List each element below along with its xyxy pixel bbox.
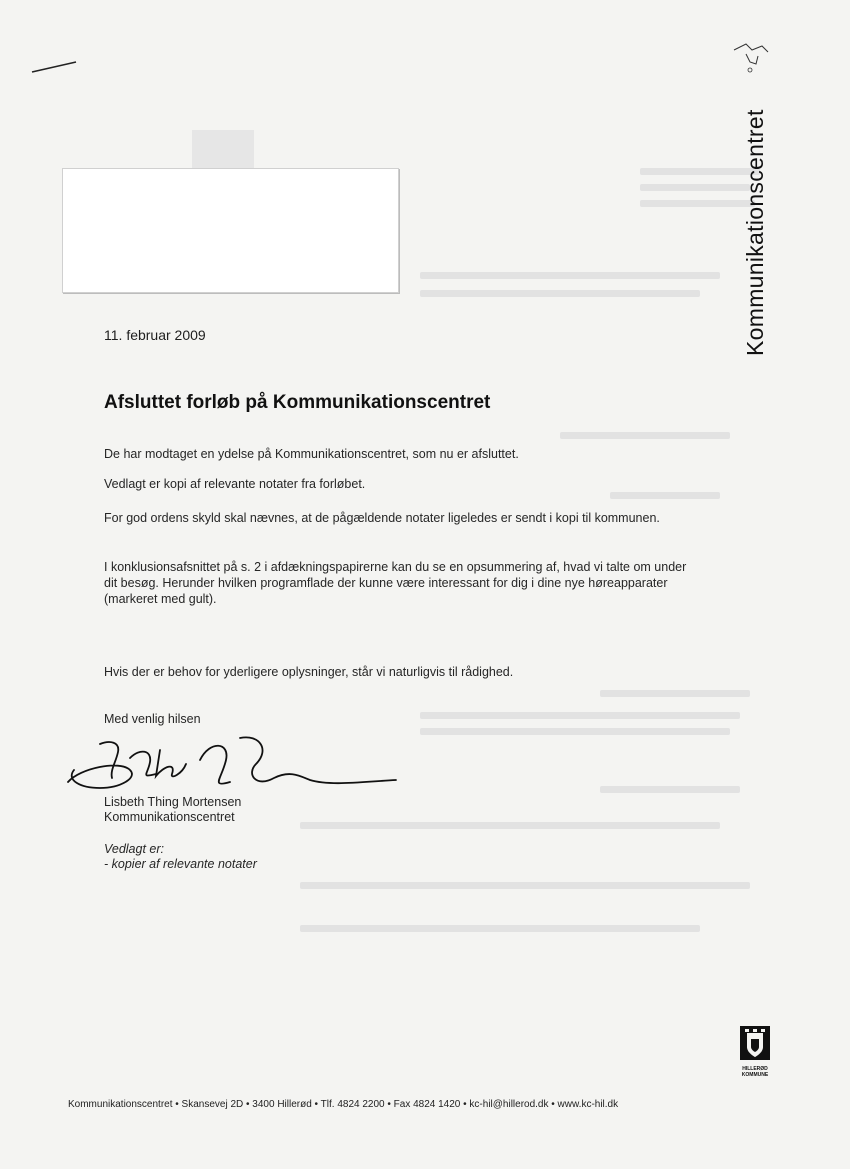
paragraph: Vedlagt er kopi af relevante notater fra forløbet. — [104, 477, 366, 491]
bleed-through-line — [560, 432, 730, 439]
handwritten-signature — [60, 730, 400, 800]
letter-date: 11. februar 2009 — [104, 327, 206, 343]
bleed-through-line — [600, 690, 750, 697]
bleed-through-line — [300, 925, 700, 932]
greeting: Med venlig hilsen — [104, 712, 201, 726]
footer-contact: Kommunikationscentret • Skansevej 2D • 3400 Hillerød • Tlf. 4824 2200 • Fax 4824 1420 • kc-hil@hillerod.dk • www.kc-hil.dk — [68, 1099, 619, 1110]
municipality-logo — [737, 1025, 773, 1078]
vertical-title: Kommunikationscentret — [742, 109, 768, 356]
bleed-through-line — [420, 272, 720, 279]
paragraph: For god ordens skyld skal nævnes, at de pågældende notater ligeledes er sendt i kopi til kommunen. — [104, 511, 660, 525]
bleed-through-line — [420, 712, 740, 719]
paragraph: De har modtaget en ydelse på Kommunikationscentret, som nu er afsluttet. — [104, 447, 519, 461]
bleed-through-line — [640, 184, 750, 191]
enclosure-item: - kopier af relevante notater — [104, 857, 257, 871]
signer-name: Lisbeth Thing Mortensen — [104, 795, 242, 809]
bleed-through-line — [640, 200, 755, 207]
paragraph: Hvis der er behov for yderligere oplysninger, står vi naturligvis til rådighed. — [104, 665, 514, 679]
enclosures-title: Vedlagt er: — [104, 842, 164, 856]
bleed-through-line — [420, 728, 730, 735]
logo-text-line1: HILLERØD — [742, 1066, 768, 1072]
pen-mark-icon — [30, 58, 80, 78]
crest-icon — [739, 1025, 771, 1061]
bleed-through-line — [300, 882, 750, 889]
bleed-through-line — [610, 492, 720, 499]
bleed-through-line — [600, 786, 740, 793]
bleed-through-line — [300, 822, 720, 829]
paragraph: I konklusionsafsnittet på s. 2 i afdækningspapirerne kan du se en opsummering af, hvad vi talte om under dit besøg. Herunder hvilken programflade der kunne være interessant for dig i dine nye høreapparater (markeret med gult). — [104, 560, 687, 606]
signer-organization: Kommunikationscentret — [104, 810, 235, 824]
doodle-icon — [728, 40, 778, 78]
logo-text-line2: KOMMUNE — [741, 1072, 769, 1078]
address-window — [62, 168, 399, 293]
bleed-through-line — [420, 290, 700, 297]
letter-heading: Afsluttet forløb på Kommunikationscentret — [104, 392, 491, 413]
